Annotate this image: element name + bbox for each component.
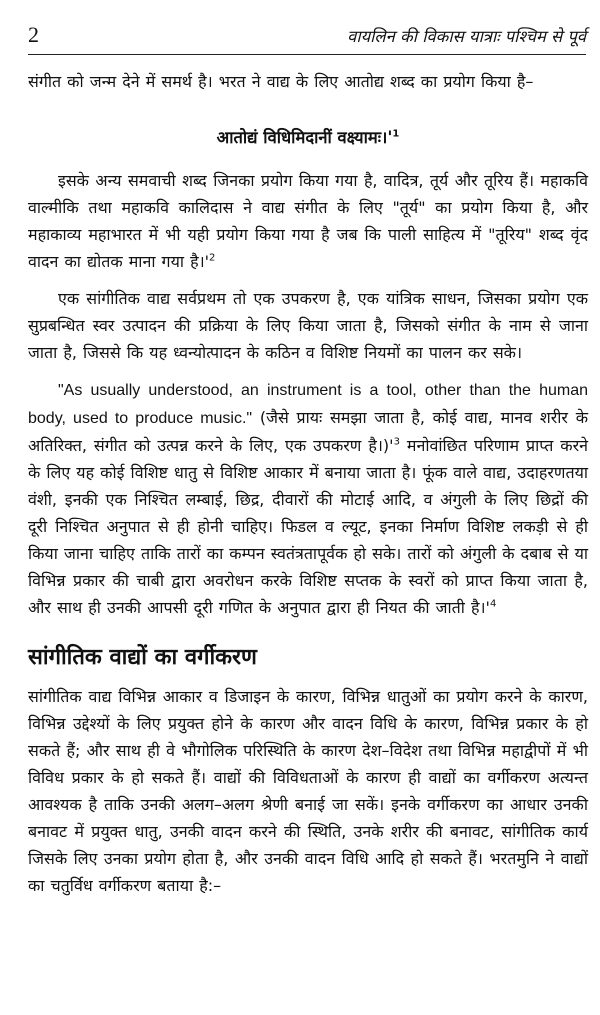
footnote-ref-1: 1	[392, 128, 400, 140]
page-body	[28, 68, 588, 899]
paragraph-intro: संगीत को जन्म देने में समर्थ है। भरत ने वाद्य के लिए आतोद्य शब्द का प्रयोग किया है–	[28, 72, 534, 91]
section-heading: सांगीतिक वाद्यों का वर्गीकरण	[28, 645, 257, 670]
page-header	[28, 20, 586, 55]
hindi-gloss: (जैसे प्रायः समझा जाता है, कोई वाद्य, मानव शरीर के अतिरिक्त, संगीत को उत्पन्न करने के लिए, एक उपकरण है।)'	[28, 408, 588, 455]
paragraph-instrument-definition: एक सांगीतिक वाद्य सर्वप्रथम तो एक उपकरण है, एक यांत्रिक साधन, जिसका प्रयोग एक सुप्रबन्धित स्वर उत्पादन की प्रक्रिया के लिए किया जाता है, जिसको संगीत के नाम से जाना जाता है, जिससे कि यह ध्वन्योत्पादन के कठिन व विशिष्ट नियमों का पालन कर सके।	[28, 289, 588, 362]
paragraph-synonyms	[28, 167, 588, 275]
footnote-ref-2: 2	[209, 252, 216, 264]
footnote-ref-4: 4	[489, 598, 497, 610]
sanskrit-verse	[28, 123, 588, 153]
page-number: 2	[28, 22, 39, 47]
english-quotation: "As usually understood, an instrument is a tool, other than the human body, used to produce music."	[28, 382, 588, 427]
paragraph-classification: सांगीतिक वाद्य विभिन्न आकार व डिजाइन के कारण, विभिन्न धातुओं का प्रयोग करने के कारण, विभिन्न उद्देश्यों के लिए प्रयुक्त होने के कारण और वादन विधि के कारण, विभिन्न प्रकार के हो सकते हैं; और साथ ही वे भौगोलिक परिस्थिति के कारण देश–विदेश तथा विभिन्न महाद्वीपों में भी विविध प्रकार के हो सकते हैं। वाद्यों की विविधताओं के कारण ही वाद्यों का वर्गीकरण अत्यन्त आवश्यक है ताकि उनकी अलग–अलग श्रेणी बनाई जा सकें। इनके वर्गीकरण का आधार उनकी बनावट में प्रयुक्त धातु, उनकी वादन करने की स्थिति, उनके शरीर की बनावट, सांगीतिक कार्य जिसके लिए उनका प्रयोग होता है, और उनकी वादन विधि आदि हो सकते हैं। भरतमुनि ने वाद्यों का चतुर्विध वर्गीकरण बताया है:–	[28, 687, 588, 895]
running-title: वायलिन की विकास यात्राः पश्चिम से पूर्व	[347, 27, 586, 46]
paragraph-quotation	[28, 376, 588, 621]
paragraph-synonyms-text: इसके अन्य समवाची शब्द जिनका प्रयोग किया गया है, वादित्र, तूर्य और तूरिय हैं। महाकवि वाल्मीकि तथा महाकवि कालिदास ने वाद्य संगीत के लिए "तूर्य" का प्रयोग किया है, और महाकाव्य महाभारत में भी यही प्रयोग किया गया है जब कि पाली साहित्य में "तूरिय" शब्द वृंद वादन का द्योतक माना गया है।'	[28, 171, 588, 271]
paragraph-quotation-continuation: मनोवांछित परिणाम प्राप्त करने के लिए यह कोई विशिष्ट धातु से विशिष्ट आकार में बनाया जाता है। फूंक वाले वाद्य, उदाहरणतया वंशी, इनकी एक निश्चित लम्बाई, छिद्र, दीवारों की मोटाई आदि, व अंगुली के लिए छिद्रों की दूरी निश्चित अनुपात से ही होनी चाहिए। फिडल व ल्यूट, इनका निर्माण विशिष्ट लकड़ी से ही किया जाना चाहिए ताकि तारों का कम्पन स्वतंत्रतापूर्वक हो सके। तारों को अंगुली के दबाब से या विभिन्न प्रकार की चाबी द्वारा अवरोधन करके विशिष्ट सप्तक के स्वरों को प्राप्त किया जाता है, और साथ ही उनकी आपसी दूरी गणित के अनुपात द्वारा ही नियत की जाती है।'	[28, 436, 588, 617]
verse-text: आतोद्यं विधिमिदानीं वक्ष्यामः।'	[216, 128, 393, 147]
footnote-ref-3: 3	[393, 436, 400, 448]
